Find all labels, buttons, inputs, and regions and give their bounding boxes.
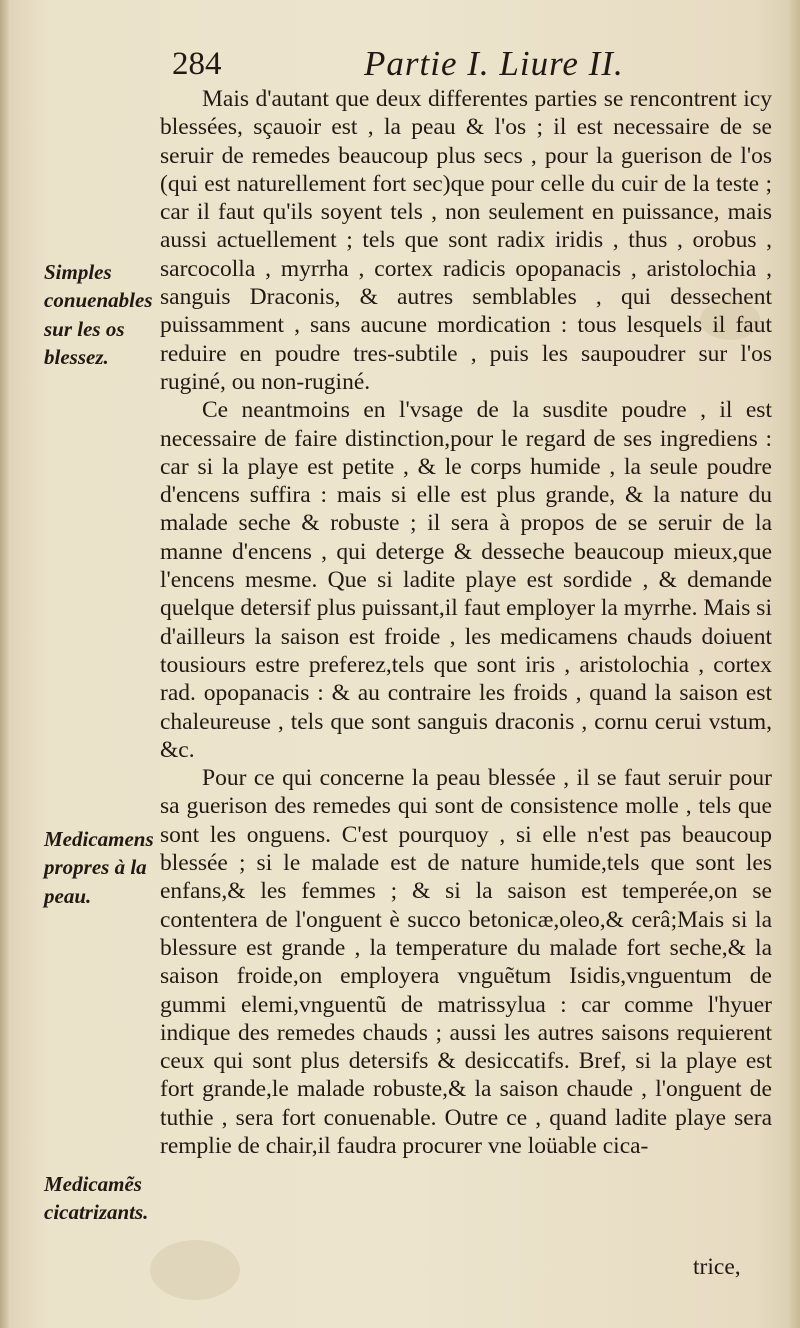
page-header [0, 44, 800, 84]
margin-note-simples: Simples conuenables sur les os blessez. [44, 260, 153, 369]
paragraph: Ce neantmoins en l'vsage de la susdite poudre , il est necessaire de faire distinction,pour le regard de ses ingrediens : car si la playe est petite , & le corps humide , la seule poudre d'encens suffira : mais si elle est plus grande, & la nature du malade seche & robuste ; il sera à propos de se seruir de la manne d'encens , qui deterge & desseche beaucoup mieux,que l'encens mesme. Que si ladite playe est sordide , & demande quelque detersif plus puissant,il faut employer la myrrhe. Mais si d'ailleurs la saison est froide , les medicamens chauds doiuent tousiours estre preferez,tels que sont iris , aristolochia , cortex rad. opopanacis : & au contraire les froids , quand la saison est chaleureuse , tels que sont sanguis draconis , cornu cerui vstum, &c. [160, 397, 772, 763]
page-left-shadow [0, 0, 10, 1328]
main-text [160, 85, 772, 1160]
page-number: 284 [172, 46, 222, 82]
paragraph: Mais d'autant que deux differentes parties se rencontrent icy blessées, sçauoir est , la peau & l'os ; il est necessaire de se seruir de remedes beaucoup plus secs , pour la guerison de l'os (qui est naturellement fort sec)que pour celle du cuir de la teste ; car il faut qu'ils soyent tels , non seulement en puissance, mais aussi actuellement ; tels que sont radix iridis , thus , orobus , sarcocolla , myrrha , cortex radicis opopanacis , aristolochia , sanguis Draconis, & autres semblables , qui dessechent puissamment , sans aucune mordication : tous lesquels il faut reduire en poudre tres-subtile , puis les saupoudrer sur l'os ruginé, ou non-ruginé. [160, 86, 772, 395]
margin-note-cicatrizants: Medicamẽs cicatrizants. [44, 1172, 149, 1225]
paragraph: Pour ce qui concerne la peau blessée , il se faut seruir pour sa guerison des remedes qui sont de consistence molle , tels que sont les onguens. C'est pourquoy , si elle n'est pas beaucoup blessée ; si le malade est de nature humide,tels que sont les enfans,& les femmes ; & si la saison est temperée,on se contentera de l'onguent è succo betonicæ,oleo,& cerâ;Mais si la blessure est grande , la temperature du malade fort seche,& la saison froide,on employera vnguẽtum Isidis,vnguentum de gummi elemi,vnguentũ de matrissylua : car comme l'hyuer indique des remedes chauds ; aussi les autres saisons requierent ceux qui sont plus detersifs & desiccatifs. Bref, si la playe est fort grande,le malade robuste,& la saison chaude , l'onguent de tuthie , sera fort conuenable. Outre ce , quand ladite playe sera remplie de chair,il faudra procurer vne loüable cica- [160, 765, 772, 1159]
paper-stain [150, 1240, 240, 1300]
margin-note-medicamens: Medicamens propres à la peau. [44, 827, 154, 908]
catchword: trice, [693, 1254, 741, 1280]
running-title: Partie I. Liure II. [364, 44, 624, 83]
page-right-shadow [788, 0, 800, 1328]
